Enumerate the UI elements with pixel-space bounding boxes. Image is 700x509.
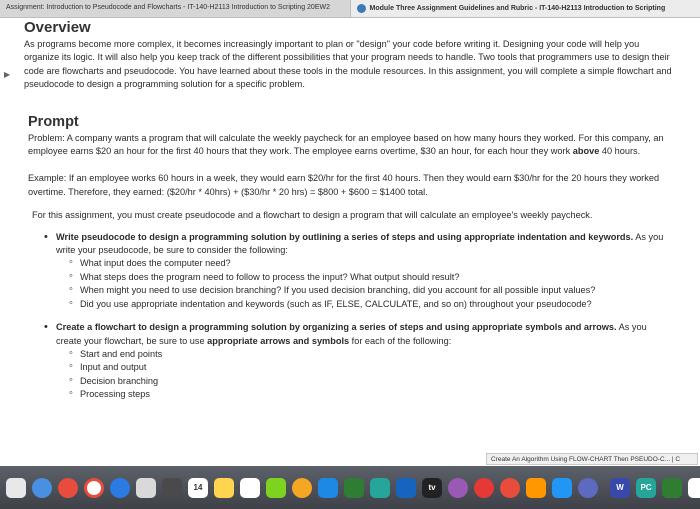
related-tab-flowchart[interactable]: Create An Algorithm Using FLOW-CHART Then PSEUDO-C... | C (486, 453, 698, 465)
pseudocode-requirement: Write pseudocode to design a programming solution by outlining a series of steps and using appropriate indentation and keywords. (56, 231, 634, 242)
flowchart-elements (80, 348, 671, 402)
list-item: ◦ What steps does the program need to follow to process the input? What output should result? (80, 271, 671, 284)
list-item: ◦ When might you need to use decision branching? If you used decision branching, did you account for all possible input values? (80, 284, 671, 297)
example-paragraph: Example: If an employee works 60 hours in a week, they would earn $20/hr for the first 40 hours. Then they would earn $30/hr for the 20 hours they worked overtime. Therefore, they earned: ($20/hr * 40hrs) + ($30/hr * 20 hrs) = $800 + $600 = $1400 total. (28, 173, 660, 197)
calendar-icon[interactable]: 14 (188, 478, 208, 498)
flowchart-requirement: Create a flowchart to design a programming solution by organizing a series of steps and using appropriate symbols and arrows. (56, 322, 617, 333)
siri-icon[interactable] (32, 478, 52, 498)
launchpad-icon[interactable] (58, 478, 78, 498)
overview-paragraph: As programs become more complex, it becomes increasingly important to plan or "design" your code before writing it. Designing your code will help you organize its logic. It will also help you keep track of the different possibilities that your program needs to handle. Two tools that programmers use to design their code are flowcharts and pseudocode. You have learned about these tools in the module resources. In this assignment, you will complete a simple flowchart and pseudocode to design a programming solution for a specific problem. (24, 39, 672, 90)
messages-icon[interactable] (318, 478, 338, 498)
tab-label: Assignment: Introduction to Pseudocode and Flowcharts - IT-140-H2113 Introduction to Scripting 20EW2 (6, 4, 330, 11)
word-icon[interactable]: W (610, 478, 630, 498)
chrome-icon[interactable] (84, 478, 104, 498)
list-item: ◦ Decision branching (80, 375, 671, 388)
overview-heading: Overview (24, 19, 91, 36)
pseudocode-requirement-detail: As you write your pseudocode, be sure to consider the following: (56, 231, 664, 256)
news-icon[interactable] (500, 478, 520, 498)
finder-icon[interactable] (6, 478, 26, 498)
maps-icon[interactable] (266, 478, 286, 498)
problem-text: Problem: A company wants a program that will calculate the weekly paycheck for an employee based on how many hours they worked. For this company, an employee earns $20 an hour for the first 40 hours that they work. The employee earns overtime, $30 an hour, for each hour they work (28, 132, 664, 157)
keynote-icon[interactable] (396, 478, 416, 498)
books-icon[interactable] (526, 478, 546, 498)
sidebar-expand-icon[interactable]: ▶ (4, 70, 11, 79)
site-favicon-icon (357, 4, 366, 13)
pseudocode-considerations (80, 257, 671, 311)
tab-module-three-guidelines[interactable] (350, 0, 700, 17)
numbers-icon[interactable] (370, 478, 390, 498)
list-item: ◦ Did you use appropriate indentation and keywords (such as IF, ELSE, CALCULATE, and so on) throughout your pseudocode? (80, 298, 671, 311)
list-item: ◦ What input does the computer need? (80, 257, 671, 270)
list-item: ◦ Processing steps (80, 388, 671, 401)
list-item: ◦ Input and output (80, 361, 671, 374)
photos-icon[interactable] (292, 478, 312, 498)
facetime-icon[interactable] (344, 478, 364, 498)
problem-text-end: 40 hours. (599, 146, 641, 157)
apple-tv-icon[interactable]: tv (422, 478, 442, 498)
tab-assignment-intro[interactable] (0, 0, 350, 17)
problem-emphasis: above (572, 146, 600, 157)
assignment-paragraph: For this assignment, you must create pseudocode and a flowchart to design a program that will calculate an employee's weekly paycheck. (32, 210, 593, 221)
list-item (56, 231, 671, 311)
flowchart-emphasis: appropriate arrows and symbols (207, 335, 350, 346)
notes-icon[interactable] (214, 478, 234, 498)
dock (0, 466, 700, 509)
list-item: ◦ Start and end points (80, 348, 671, 361)
tab-label: Module Three Assignment Guidelines and Rubric - IT-140-H2113 Introduction to Scripting (369, 5, 666, 12)
app-store-icon[interactable] (552, 478, 572, 498)
main-content (24, 20, 684, 402)
reminders-icon[interactable] (240, 478, 260, 498)
flowchart-requirement-end: for each of the following: (349, 335, 452, 346)
safari-icon[interactable] (110, 478, 130, 498)
problem-paragraph (28, 132, 673, 159)
music-icon[interactable] (474, 478, 494, 498)
list-item (56, 321, 671, 401)
browser-tab-bar (0, 0, 700, 18)
contacts-icon[interactable] (162, 478, 182, 498)
flowchart-requirement-detail: As you create your flowchart, be sure to use (56, 322, 647, 346)
preview-icon[interactable] (688, 478, 700, 498)
prompt-heading: Prompt (28, 113, 79, 130)
podcasts-icon[interactable] (448, 478, 468, 498)
mail-icon[interactable] (136, 478, 156, 498)
pycharm-icon[interactable]: PC (636, 478, 656, 498)
system-preferences-icon[interactable] (578, 478, 598, 498)
script-editor-icon[interactable] (662, 478, 682, 498)
requirements-list (56, 231, 671, 402)
